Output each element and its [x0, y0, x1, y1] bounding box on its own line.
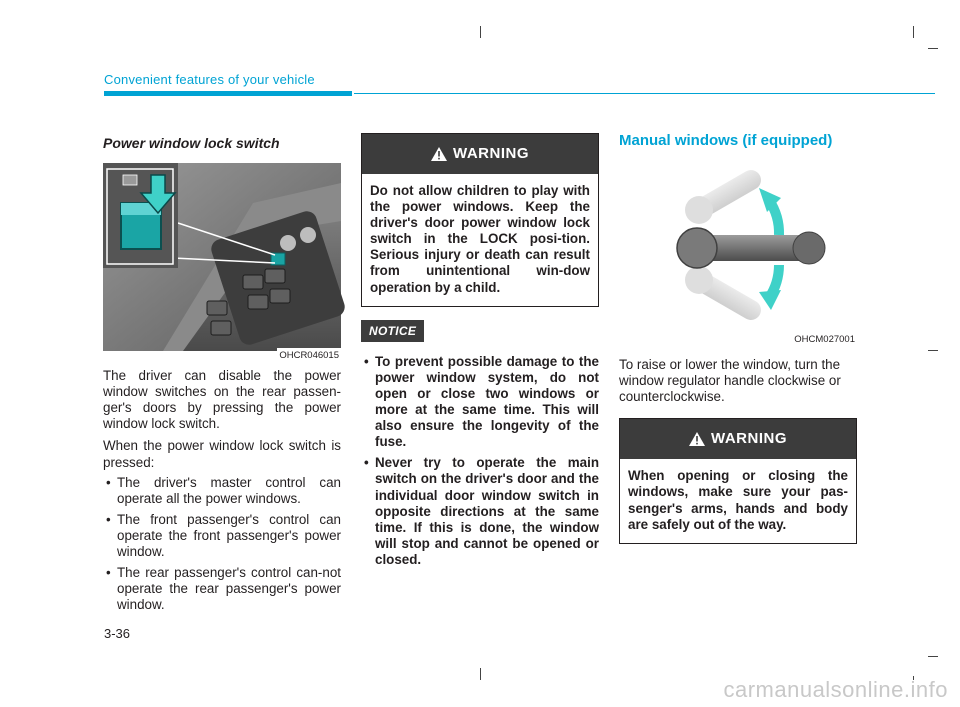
notice-label: NOTICE	[361, 320, 424, 342]
list-item: • Never try to operate the main switch on the driver's door and the individual door window switch in opposite directions at the same time. If this is done, the window will stop and cannot be opened or closed.	[361, 455, 599, 568]
running-header: Convenient features of your vehicle	[104, 72, 315, 87]
watermark-link[interactable]: carmanualsonline.info	[723, 677, 948, 702]
column-warnings	[361, 133, 599, 573]
warning-triangle-icon	[431, 147, 447, 161]
warning-header	[620, 419, 856, 459]
header-rule	[354, 93, 935, 94]
list-item: • The driver's master control can operate all the power windows.	[103, 475, 341, 507]
warning-title: WARNING	[711, 430, 787, 448]
list-item: • The rear passenger's control can-not operate the rear passenger's power window.	[103, 565, 341, 613]
crop-mark	[928, 350, 938, 351]
header-accent-bar	[104, 91, 352, 96]
warning-header	[362, 134, 598, 174]
lock-switch-figure	[103, 163, 341, 361]
warning-triangle-icon	[689, 432, 705, 446]
crop-mark	[928, 48, 938, 49]
warning-title: WARNING	[453, 144, 529, 162]
page-number: 3-36	[104, 626, 131, 641]
warning-text: Do not allow children to play with the power windows. Keep the driver's door power window lock switch in the LOCK posi-tion. Serious injury or death can result from unintentional win-dow operation by a child.	[370, 183, 590, 295]
crop-mark	[480, 26, 481, 38]
list-item: • To prevent possible damage to the power window system, do not open or close two windows or more at the same time. This will also ensure the longevity of the fuse.	[361, 354, 599, 451]
crop-mark	[913, 26, 914, 38]
list-item: • The front passenger's control can operate the front passenger's power window.	[103, 512, 341, 560]
warning-box	[361, 133, 599, 307]
section-title: Power window lock switch	[103, 135, 280, 151]
door-panel-illustration	[103, 163, 341, 351]
warning-box	[619, 418, 857, 543]
section-title: Manual windows (if equipped)	[619, 132, 833, 149]
when-pressed-paragraph: When the power window lock switch is pressed:	[103, 438, 341, 470]
crank-handle-figure	[619, 160, 857, 348]
lock-effects-list	[103, 475, 341, 614]
crop-mark	[480, 668, 481, 680]
column-power-window-lock	[103, 135, 341, 618]
notice-list	[361, 354, 599, 568]
intro-paragraph: The driver can disable the power window switches on the rear passen-ger's doors by pressing the power window lock switch.	[103, 368, 341, 432]
figure-label: OHCR046015	[277, 348, 341, 364]
window-crank-illustration	[619, 160, 857, 320]
warning-text: When opening or closing the windows, make sure your pas-senger's arms, hands and body are safely out of the way.	[628, 468, 848, 532]
crop-mark	[928, 656, 938, 657]
column-manual-windows	[619, 133, 857, 544]
body-paragraph: To raise or lower the window, turn the window regulator handle clockwise or counterclockwise.	[619, 357, 841, 405]
figure-label: OHCM027001	[792, 332, 857, 348]
